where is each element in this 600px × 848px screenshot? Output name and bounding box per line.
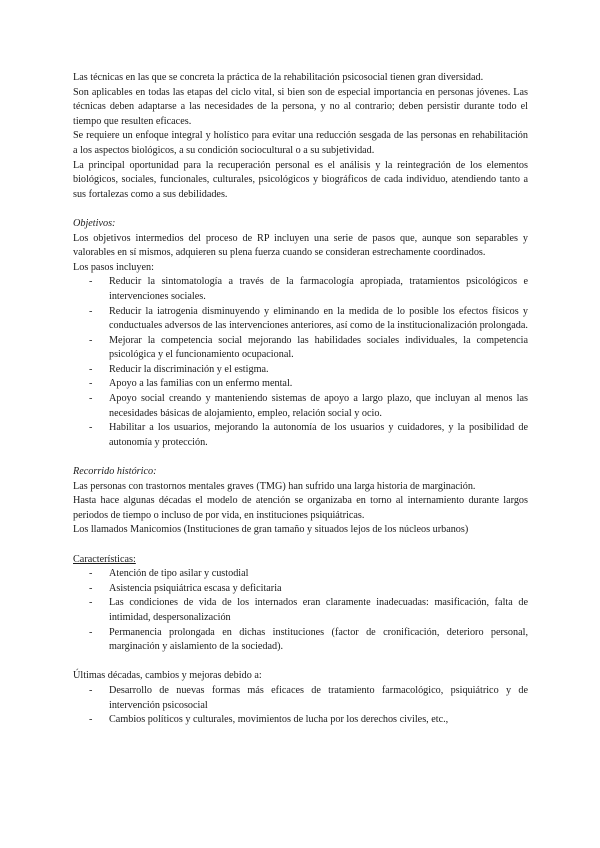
spacer [73, 202, 528, 217]
document-page [73, 71, 528, 728]
list-item: - Habilitar a los usuarios, mejorando la autonomía de los usuarios y cuidadores, y la posibilidad de autonomía y protección. [73, 421, 528, 450]
intro-paragraph-2: Son aplicables en todas las etapas del ciclo vital, si bien son de especial importancia en personas jóvenes. Las técnicas deben adaptarse a las necesidades de la persona, y no al contrario; deben persistir durante todo el tiempo que resulten eficaces. [73, 86, 528, 127]
recorrido-line-2: Hasta hace algunas décadas el modelo de atención se organizaba en torno al internamiento durante largos periodos de tiempo o incluso de por vida, en instituciones psiquiátricas. [73, 495, 528, 521]
spacer [73, 655, 528, 670]
list-item: - Desarrollo de nuevas formas más eficaces de tratamiento farmacológico, psiquiátrico y de intervención psicosocial [73, 684, 528, 713]
intro-paragraph-4: La principal oportunidad para la recuperación personal es el análisis y la reintegración de los elementos biológicos, sociales, funcionales, culturales, psicológicos y biográficos de cada individuo, atendiendo tanto a sus fortalezas como a sus debilidades. [73, 159, 528, 200]
caracteristicas-list [73, 567, 528, 655]
caracteristicas-heading: Características: [73, 553, 136, 565]
objetivos-list [73, 275, 528, 450]
objetivos-heading: Objetivos: [73, 217, 116, 229]
objetivos-paragraph: Los objetivos intermedios del proceso de RP incluyen una serie de pasos que, aunque son separables y valorables en sí mismos, adquieren su plena fuerza cuando se consideran estrechamente coordinados. [73, 232, 528, 259]
objetivos-steps-label: Los pasos incluyen: [73, 261, 154, 273]
intro-paragraph-1: Las técnicas en las que se concreta la práctica de la rehabilitación psicosocial tienen gran diversidad. [73, 72, 484, 83]
recorrido-line-1: Las personas con trastornos mentales graves (TMG) han sufrido una larga historia de marginación. [73, 480, 476, 492]
list-item: - Apoyo social creando y manteniendo sistemas de apoyo a largo plazo, que incluyan al menos las necesidades básicas de alojamiento, empleo, relación social y ocio. [73, 392, 528, 421]
list-item: - Reducir la iatrogenia disminuyendo y eliminando en la medida de lo posible los efectos físicos y conductuales adversos de las intervenciones anteriores, así como de la institucionalización prolongada. [73, 305, 528, 334]
spacer [73, 450, 528, 465]
list-item: - Cambios políticos y culturales, movimientos de lucha por los derechos civiles, etc., [73, 713, 528, 728]
list-item: - Mejorar la competencia social mejorando las habilidades sociales individuales, la competencia psicológica y el funcionamiento ocupacional. [73, 334, 528, 363]
list-item: - Las condiciones de vida de los internados eran claramente inadecuadas: masificación, falta de intimidad, despersonalización [73, 596, 528, 625]
list-item: - Permanencia prolongada en dichas instituciones (factor de cronificación, deterioro personal, marginación y aislamiento de la sociedad). [73, 626, 528, 655]
list-item: - Reducir la sintomatología a través de la farmacología apropiada, tratamientos psicológicos e intervenciones sociales. [73, 275, 528, 304]
list-item: - Apoyo a las familias con un enfermo mental. [73, 377, 528, 392]
ultimas-heading: Últimas décadas, cambios y mejoras debido a: [73, 670, 262, 682]
recorrido-heading: Recorrido histórico: [73, 466, 157, 478]
intro-paragraph-3: Se requiere un enfoque integral y holístico para evitar una reducción sesgada de las personas en rehabilitación a los aspectos biológicos, a su condición sociocultural o a su subjetividad. [73, 130, 528, 156]
ultimas-list [73, 684, 528, 728]
spacer [73, 538, 528, 553]
recorrido-line-3: Los llamados Manicomios (Instituciones de gran tamaño y situados lejos de los núcleos urbanos) [73, 524, 469, 536]
list-item: - Atención de tipo asilar y custodial [73, 567, 528, 582]
list-item: - Asistencia psiquiátrica escasa y deficitaria [73, 582, 528, 597]
list-item: - Reducir la discriminación y el estigma. [73, 363, 528, 378]
